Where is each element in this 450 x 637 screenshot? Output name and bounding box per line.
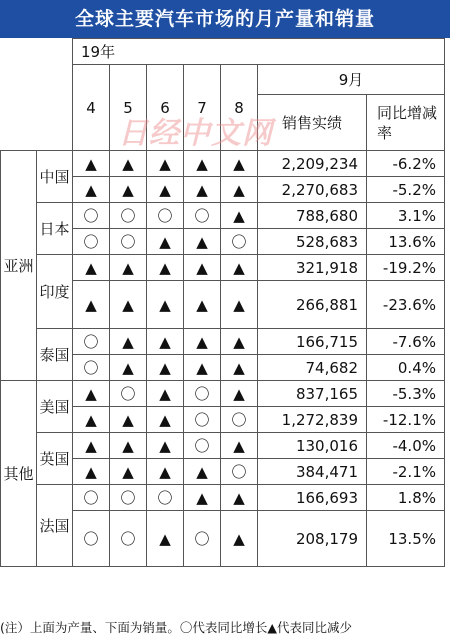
trend-symbol: ▲ (221, 511, 258, 567)
trend-symbol: 〇 (110, 229, 147, 255)
country-label: 法国 (37, 485, 73, 567)
trend-symbol: 〇 (110, 203, 147, 229)
trend-symbol: ▲ (73, 151, 110, 177)
footnote: (注）上面为产量、下面为销量。〇代表同比增长▲代表同比减少 (0, 620, 352, 635)
corner-cell (1, 39, 73, 151)
month-header: 6 (147, 65, 184, 151)
table-row (1, 485, 445, 511)
trend-symbol: ▲ (184, 177, 221, 203)
trend-symbol: ▲ (147, 229, 184, 255)
trend-symbol: 〇 (73, 203, 110, 229)
trend-symbol: 〇 (110, 511, 147, 567)
trend-symbol: ▲ (110, 281, 147, 329)
sales-value: 1,272,839 (258, 407, 367, 433)
trend-symbol: 〇 (184, 433, 221, 459)
sales-value: 208,179 (258, 511, 367, 567)
region-label: 其他 (1, 381, 37, 567)
trend-symbol: ▲ (147, 151, 184, 177)
trend-symbol: ▲ (184, 329, 221, 355)
trend-symbol: ▲ (73, 381, 110, 407)
yoy-value: -6.2% (367, 151, 445, 177)
table-row (1, 433, 445, 459)
trend-symbol: ▲ (73, 255, 110, 281)
sales-value: 837,165 (258, 381, 367, 407)
trend-symbol: ▲ (221, 329, 258, 355)
trend-symbol: ▲ (147, 281, 184, 329)
yoy-value: -19.2% (367, 255, 445, 281)
trend-symbol: 〇 (221, 459, 258, 485)
yoy-value: 0.4% (367, 355, 445, 381)
trend-symbol: ▲ (184, 355, 221, 381)
sales-value: 130,016 (258, 433, 367, 459)
trend-symbol: ▲ (147, 459, 184, 485)
trend-symbol: ▲ (110, 255, 147, 281)
sales-value: 321,918 (258, 255, 367, 281)
trend-symbol: ▲ (147, 381, 184, 407)
country-label: 英国 (37, 433, 73, 485)
trend-symbol: ▲ (73, 281, 110, 329)
yoy-value: -7.6% (367, 329, 445, 355)
trend-symbol: 〇 (147, 485, 184, 511)
trend-symbol: ▲ (221, 151, 258, 177)
month-header: 7 (184, 65, 221, 151)
trend-symbol: 〇 (184, 203, 221, 229)
trend-symbol: 〇 (110, 485, 147, 511)
sales-value: 166,715 (258, 329, 367, 355)
trend-symbol: ▲ (221, 433, 258, 459)
trend-symbol: 〇 (221, 407, 258, 433)
country-label: 日本 (37, 203, 73, 255)
country-label: 泰国 (37, 329, 73, 381)
trend-symbol: ▲ (221, 177, 258, 203)
watermark: 日经中文网 (118, 116, 273, 151)
trend-symbol: ▲ (147, 355, 184, 381)
country-label: 美国 (37, 381, 73, 433)
trend-symbol: 〇 (73, 355, 110, 381)
sales-value: 788,680 (258, 203, 367, 229)
trend-symbol: ▲ (110, 329, 147, 355)
trend-symbol: ▲ (73, 459, 110, 485)
trend-symbol: ▲ (147, 511, 184, 567)
yoy-value: -5.3% (367, 381, 445, 407)
sep-month-header: 9月 (258, 65, 445, 95)
sales-value: 74,682 (258, 355, 367, 381)
trend-symbol: ▲ (110, 407, 147, 433)
trend-symbol: 〇 (73, 511, 110, 567)
trend-symbol: ▲ (221, 381, 258, 407)
trend-symbol: ▲ (221, 255, 258, 281)
trend-symbol: ▲ (221, 203, 258, 229)
year-header: 19年 (73, 39, 445, 65)
yoy-value: -12.1% (367, 407, 445, 433)
trend-symbol: ▲ (221, 355, 258, 381)
trend-symbol: ▲ (147, 433, 184, 459)
trend-symbol: 〇 (147, 203, 184, 229)
chart-title: 全球主要汽车市场的月产量和销量 (0, 0, 450, 38)
trend-symbol: 〇 (184, 381, 221, 407)
trend-symbol: ▲ (184, 229, 221, 255)
trend-symbol: 〇 (184, 511, 221, 567)
sales-value: 384,471 (258, 459, 367, 485)
trend-symbol: ▲ (110, 151, 147, 177)
trend-symbol: 〇 (184, 407, 221, 433)
month-header: 4 (73, 65, 110, 151)
trend-symbol: ▲ (184, 281, 221, 329)
month-header: 8 (221, 65, 258, 151)
table-row (1, 151, 445, 177)
trend-symbol: ▲ (73, 407, 110, 433)
trend-symbol: ▲ (184, 151, 221, 177)
yoy-value: 13.6% (367, 229, 445, 255)
sales-value: 2,270,683 (258, 177, 367, 203)
trend-symbol: ▲ (73, 433, 110, 459)
table-row (1, 255, 445, 281)
trend-symbol: ▲ (73, 177, 110, 203)
sales-value: 266,881 (258, 281, 367, 329)
yoy-header: 同比增减率 (367, 95, 445, 151)
trend-symbol: ▲ (184, 255, 221, 281)
yoy-value: -2.1% (367, 459, 445, 485)
month-header: 5 (110, 65, 147, 151)
trend-symbol: ▲ (110, 355, 147, 381)
table-row (1, 381, 445, 407)
trend-symbol: 〇 (110, 381, 147, 407)
table-row (1, 203, 445, 229)
sales-value: 2,209,234 (258, 151, 367, 177)
yoy-value: -23.6% (367, 281, 445, 329)
trend-symbol: ▲ (147, 329, 184, 355)
country-label: 印度 (37, 255, 73, 329)
table-row (1, 329, 445, 355)
sales-value: 528,683 (258, 229, 367, 255)
trend-symbol: ▲ (221, 281, 258, 329)
trend-symbol: ▲ (110, 459, 147, 485)
trend-symbol: 〇 (221, 229, 258, 255)
trend-symbol: ▲ (110, 177, 147, 203)
yoy-value: -4.0% (367, 433, 445, 459)
yoy-value: 1.8% (367, 485, 445, 511)
trend-symbol: ▲ (221, 485, 258, 511)
trend-symbol: 〇 (73, 485, 110, 511)
trend-symbol: ▲ (147, 255, 184, 281)
trend-symbol: ▲ (110, 433, 147, 459)
yoy-value: 13.5% (367, 511, 445, 567)
country-label: 中国 (37, 151, 73, 203)
yoy-value: 3.1% (367, 203, 445, 229)
sales-header: 销售实绩 (258, 95, 367, 151)
trend-symbol: 〇 (73, 329, 110, 355)
region-label: 亚洲 (1, 151, 37, 381)
yoy-value: -5.2% (367, 177, 445, 203)
trend-symbol: 〇 (73, 229, 110, 255)
trend-symbol: ▲ (184, 459, 221, 485)
trend-symbol: ▲ (147, 177, 184, 203)
trend-symbol: ▲ (184, 485, 221, 511)
sales-value: 166,693 (258, 485, 367, 511)
trend-symbol: ▲ (147, 407, 184, 433)
